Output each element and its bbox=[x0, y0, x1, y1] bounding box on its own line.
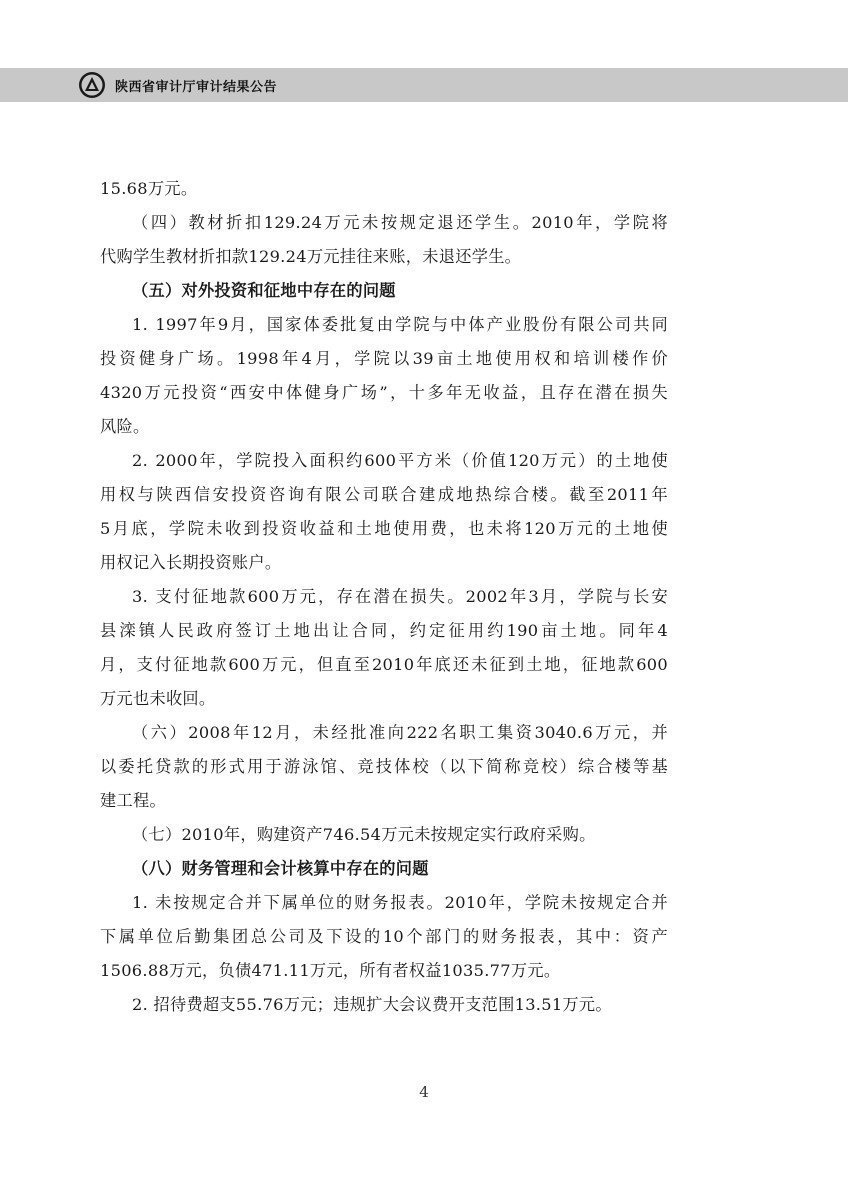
page-number: 4 bbox=[419, 1083, 429, 1101]
text-line: 建工程。 bbox=[100, 791, 166, 810]
text-line: 2. 2000年，学院投入面积约600平方米（价值120万元）的土地使 bbox=[132, 451, 668, 470]
text-line: 县滦镇人民政府签订土地出让合同，约定征用约190亩土地。同年4 bbox=[100, 621, 668, 640]
document-body bbox=[100, 172, 668, 1022]
text-line: 4320万元投资“西安中体健身广场”，十多年无收益，且存在潜在损失 bbox=[100, 383, 668, 402]
text-line: 风险。 bbox=[100, 417, 150, 436]
text-line: （七）2010年，购建资产746.54万元未按规定实行政府采购。 bbox=[132, 825, 596, 844]
text-line: 用权与陕西信安投资咨询有限公司联合建成地热综合楼。截至2011年 bbox=[100, 485, 668, 504]
text-line: （四）教材折扣129.24万元未按规定退还学生。2010年，学院将 bbox=[132, 213, 668, 232]
audit-emblem-icon bbox=[78, 71, 106, 99]
text-line: 下属单位后勤集团总公司及下设的10个部门的财务报表，其中：资产 bbox=[100, 927, 668, 946]
text-line: 1. 未按规定合并下属单位的财务报表。2010年，学院未按规定合并 bbox=[132, 893, 668, 912]
text-line: 投资健身广场。1998年4月，学院以39亩土地使用权和培训楼作价 bbox=[100, 349, 668, 368]
text-line: （六）2008年12月，未经批准向222名职工集资3040.6万元，并 bbox=[132, 723, 668, 742]
text-line: 万元也未收回。 bbox=[100, 689, 216, 708]
text-line: 以委托贷款的形式用于游泳馆、竞技体校（以下简称竞校）综合楼等基 bbox=[100, 757, 668, 776]
text-line: 2. 招待费超支55.76万元；违规扩大会议费开支范围13.51万元。 bbox=[132, 995, 612, 1014]
text-line: 5月底，学院未收到投资收益和土地使用费，也未将120万元的土地使 bbox=[100, 519, 668, 538]
text-line: 用权记入长期投资账户。 bbox=[100, 553, 282, 572]
text-line: 月，支付征地款600万元，但直至2010年底还未征到土地，征地款600 bbox=[100, 655, 668, 674]
header-title: 陕西省审计厅审计结果公告 bbox=[115, 80, 278, 95]
text-line: 3. 支付征地款600万元，存在潜在损失。2002年3月，学院与长安 bbox=[132, 587, 668, 606]
section-heading: （五）对外投资和征地中存在的问题 bbox=[132, 281, 396, 300]
text-line: 1506.88万元，负债471.11万元，所有者权益1035.77万元。 bbox=[100, 961, 561, 980]
text-line: 15.68万元。 bbox=[100, 179, 198, 198]
text-line: 1. 1997年9月，国家体委批复由学院与中体产业股份有限公司共同 bbox=[132, 315, 668, 334]
section-heading: （八）财务管理和会计核算中存在的问题 bbox=[132, 859, 429, 878]
text-line: 代购学生教材折扣款129.24万元挂往来账，未退还学生。 bbox=[100, 247, 522, 266]
